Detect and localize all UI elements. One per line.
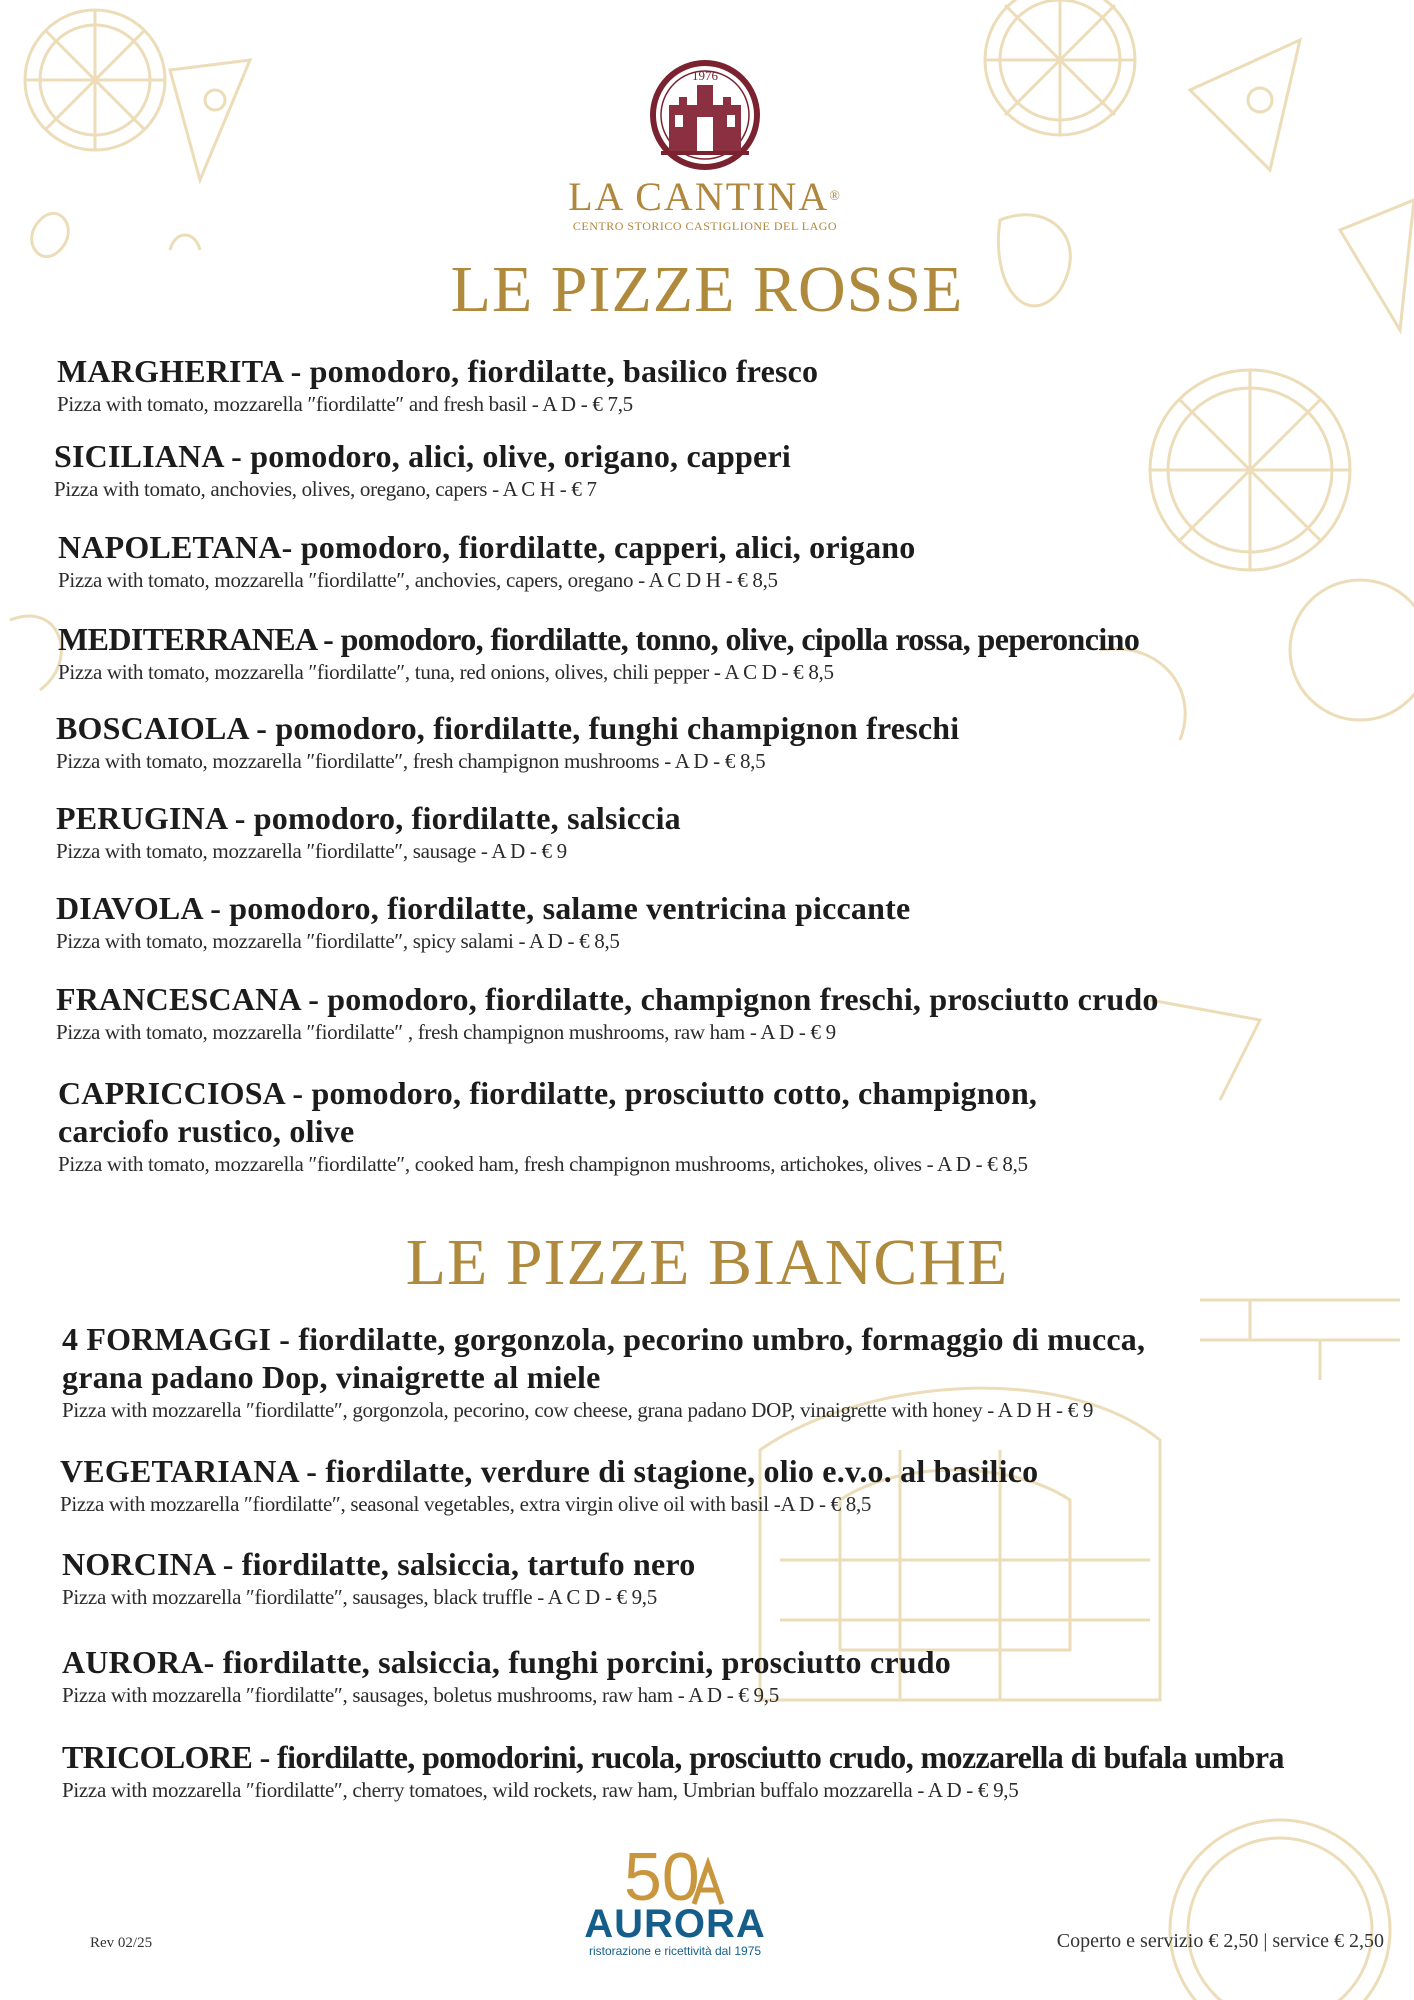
item-description: Pizza with mozzarella ″fiordilatte″, cherry tomatoes, wild rockets, raw ham, Umbrian buffalo mozzarella - A D - € 9,5 [62, 1778, 1019, 1802]
menu-item-perugina [56, 799, 1414, 865]
item-title: BOSCAIOLA - pomodoro, fiordilatte, funghi champignon freschi [56, 710, 960, 746]
item-description: Pizza with mozzarella ″fiordilatte″, seasonal vegetables, extra virgin olive oil with basil -A D - € 8,5 [60, 1492, 872, 1516]
registered-mark: ® [829, 189, 842, 204]
cover-charge-note: Coperto e servizio € 2,50 | service € 2,50 [1056, 1930, 1384, 1952]
item-title: SICILIANA - pomodoro, alici, olive, origano, capperi [54, 438, 791, 474]
item-description: Pizza with mozzarella ″fiordilatte″, gorgonzola, pecorino, cow cheese, grana padano DOP, vinaigrette with honey - A D H - € 9 [62, 1398, 1094, 1422]
item-description: Pizza with mozzarella ″fiordilatte″, sausages, boletus mushrooms, raw ham - A D - € 9,5 [62, 1683, 779, 1707]
menu-item-vegetariana [60, 1452, 1414, 1518]
item-title: NORCINA - fiordilatte, salsiccia, tartufo nero [62, 1546, 696, 1582]
item-title: VEGETARIANA - fiordilatte, verdure di stagione, olio e.v.o. al basilico [60, 1453, 1039, 1489]
item-title-line-2: carciofo rustico, olive [58, 1113, 355, 1149]
brand-name-text: LA CANTINA [568, 174, 830, 219]
item-title: AURORA- fiordilatte, salsiccia, funghi porcini, prosciutto crudo [62, 1644, 951, 1680]
item-description: Pizza with tomato, mozzarella ″fiordilatte″, fresh champignon mushrooms - A D - € 8,5 [56, 749, 766, 773]
menu-item-francescana [56, 980, 1414, 1046]
revision-label: Rev 02/25 [90, 1935, 153, 1951]
menu-item-napoletana [58, 528, 1414, 594]
brand-name [560, 175, 850, 219]
section-title-rosse: LE PIZZE ROSSE [450, 253, 964, 326]
aurora-logo [570, 1838, 780, 1958]
item-title: FRANCESCANA - pomodoro, fiordilatte, champignon freschi, prosciutto crudo [56, 981, 1159, 1017]
item-description: Pizza with tomato, mozzarella ″fiordilatte″, sausage - A D - € 9 [56, 839, 567, 863]
item-description: Pizza with tomato, mozzarella ″fiordilatte″, cooked ham, fresh champignon mushrooms, artichokes, olives - A D - € 8,5 [58, 1152, 1028, 1176]
brand-year: 1976 [692, 68, 718, 83]
aurora-name: AURORA [584, 1902, 766, 1946]
aurora-50-mark [620, 1838, 730, 1908]
menu-item-mediterranea [58, 620, 1414, 686]
year-badge [670, 65, 740, 85]
menu-item-capricciosa [58, 1074, 1414, 1178]
brand-subtitle: CENTRO STORICO CASTIGLIONE DEL LAGO [572, 219, 838, 233]
item-description: Pizza with tomato, mozzarella ″fiordilatte″ and fresh basil - A D - € 7,5 [57, 392, 633, 416]
item-title: DIAVOLA - pomodoro, fiordilatte, salame ventricina piccante [56, 890, 911, 926]
la-cantina-logo [560, 55, 850, 234]
item-description: Pizza with tomato, mozzarella ″fiordilatte″, anchovies, capers, oregano - A C D H - € 8,5 [58, 568, 778, 592]
item-description: Pizza with tomato, mozzarella ″fiordilatte″, spicy salami - A D - € 8,5 [56, 929, 620, 953]
menu-item-boscaiola [56, 709, 1414, 775]
menu-item-norcina [62, 1545, 1414, 1611]
item-title: MARGHERITA - pomodoro, fiordilatte, basilico fresco [57, 353, 819, 389]
item-title: CAPRICCIOSA - pomodoro, fiordilatte, prosciutto cotto, champignon, [58, 1075, 1038, 1111]
item-title: MEDITERRANEA - pomodoro, fiordilatte, tonno, olive, cipolla rossa, peperoncino [58, 621, 1140, 657]
item-title: PERUGINA - pomodoro, fiordilatte, salsiccia [56, 800, 681, 836]
item-description: Pizza with tomato, mozzarella ″fiordilatte″ , fresh champignon mushrooms, raw ham - A D - € 9 [56, 1020, 836, 1044]
menu-item-siciliana [54, 437, 1414, 503]
item-description: Pizza with tomato, mozzarella ″fiordilatte″, tuna, red onions, olives, chili pepper - A C D - € 8,5 [58, 660, 834, 684]
item-description: Pizza with tomato, anchovies, olives, oregano, capers - A C H - € 7 [54, 477, 597, 501]
menu-item-margherita [57, 352, 1414, 418]
section-title-bianche: LE PIZZE BIANCHE [405, 1226, 1009, 1299]
aurora-tagline: ristorazione e ricettività dal 1975 [588, 1944, 762, 1958]
anniversary-number: 50 [624, 1839, 700, 1908]
item-title: 4 FORMAGGI - fiordilatte, gorgonzola, pecorino umbro, formaggio di mucca, [62, 1321, 1146, 1357]
menu-item-diavola [56, 889, 1414, 955]
item-title: NAPOLETANA- pomodoro, fiordilatte, capperi, alici, origano [58, 529, 916, 565]
item-title-line-2: grana padano Dop, vinaigrette al miele [62, 1359, 601, 1395]
menu-item-tricolore [62, 1738, 1414, 1804]
item-title: TRICOLORE - fiordilatte, pomodorini, rucola, prosciutto crudo, mozzarella di bufala umbra [62, 1739, 1284, 1775]
menu-item-4-formaggi [62, 1320, 1414, 1424]
item-description: Pizza with mozzarella ″fiordilatte″, sausages, black truffle - A C D - € 9,5 [62, 1585, 657, 1609]
menu-item-aurora [62, 1643, 1414, 1709]
